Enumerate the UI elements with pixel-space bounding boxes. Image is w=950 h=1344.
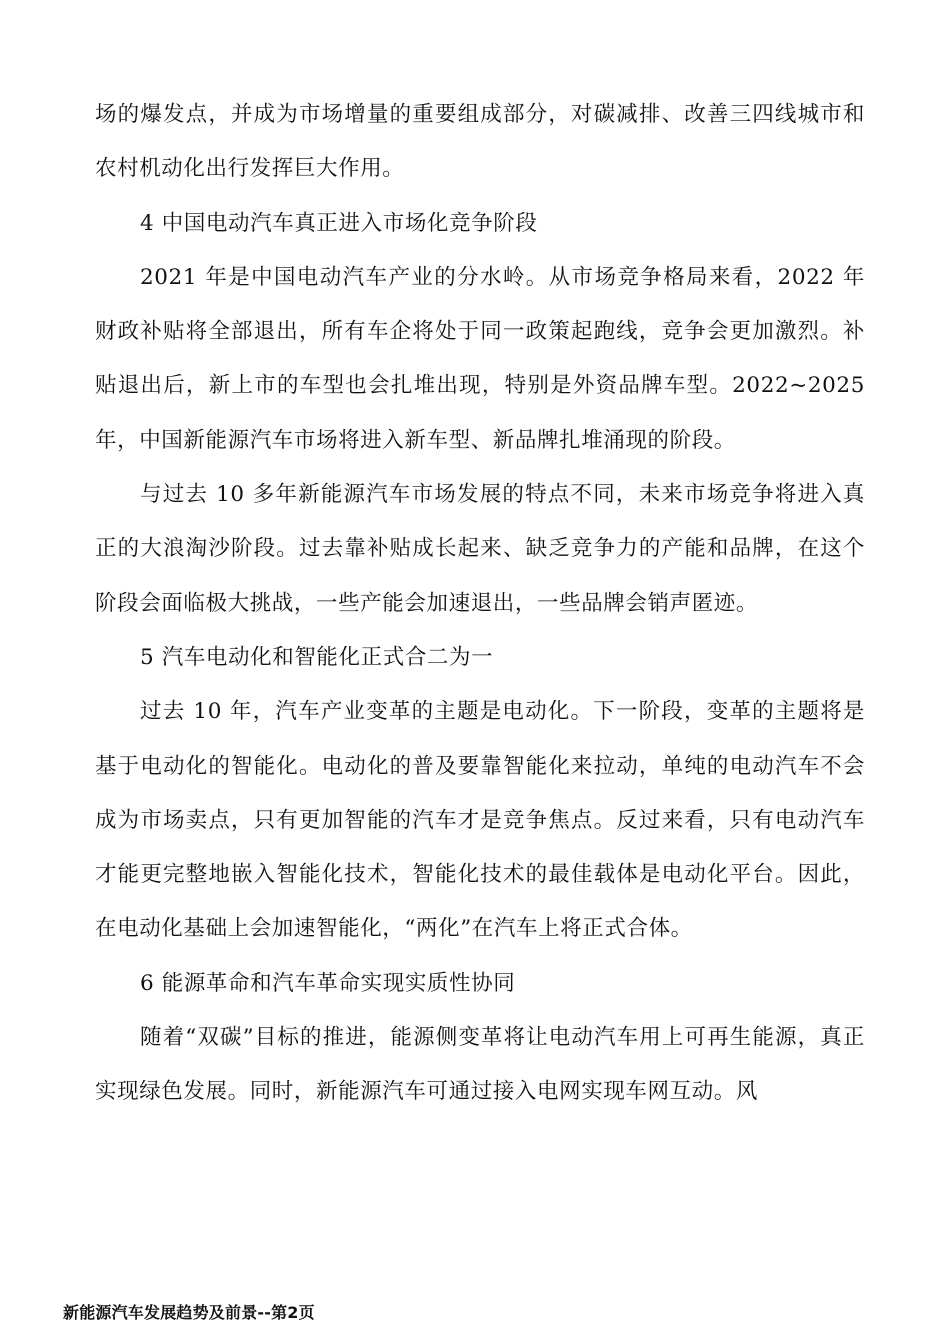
body-paragraph: 随着“双碳”目标的推进，能源侧变革将让电动汽车用上可再生能源，真正实现绿色发展。同时，新能源汽车可通过接入电网实现车网互动。风 [95, 1025, 865, 1105]
body-paragraph: 过去 10 年，汽车产业变革的主题是电动化。下一阶段，变革的主题将是基于电动化的智能化。电动化的普及要靠智能化来拉动，单纯的电动汽车不会成为市场卖点，只有更加智能的汽车才是竞争焦点。反过来看，只有电动汽车才能更完整地嵌入智能化技术，智能化技术的最佳载体是电动化平台。因此，在电动化基础上会加速智能化，“两化”在汽车上将正式合体。 [95, 699, 865, 942]
section-heading: 4 中国电动汽车真正进入市场化竞争阶段 [140, 210, 538, 236]
document-body [95, 88, 865, 1120]
page-footer: 新能源汽车发展趋势及前景--第2页 [63, 1303, 315, 1322]
section-heading: 5 汽车电动化和智能化正式合二为一 [140, 644, 494, 670]
body-paragraph: 与过去 10 多年新能源汽车市场发展的特点不同，未来市场竞争将进入真正的大浪淘沙阶段。过去靠补贴成长起来、缺乏竞争力的产能和品牌，在这个阶段会面临极大挑战，一些产能会加速退出，一些品牌会销声匿迹。 [95, 482, 865, 616]
body-paragraph: 2021 年是中国电动汽车产业的分水岭。从市场竞争格局来看，2022 年财政补贴将全部退出，所有车企将处于同一政策起跑线，竞争会更加激烈。补贴退出后，新上市的车型也会扎堆出现，特别是外资品牌车型。2022~2025 年，中国新能源汽车市场将进入新车型、新品牌扎堆涌现的阶段。 [95, 264, 865, 453]
body-paragraph: 场的爆发点，并成为市场增量的重要组成部分，对碳减排、改善三四线城市和农村机动化出行发挥巨大作用。 [95, 102, 865, 182]
section-heading: 6 能源革命和汽车革命实现实质性协同 [140, 970, 516, 996]
